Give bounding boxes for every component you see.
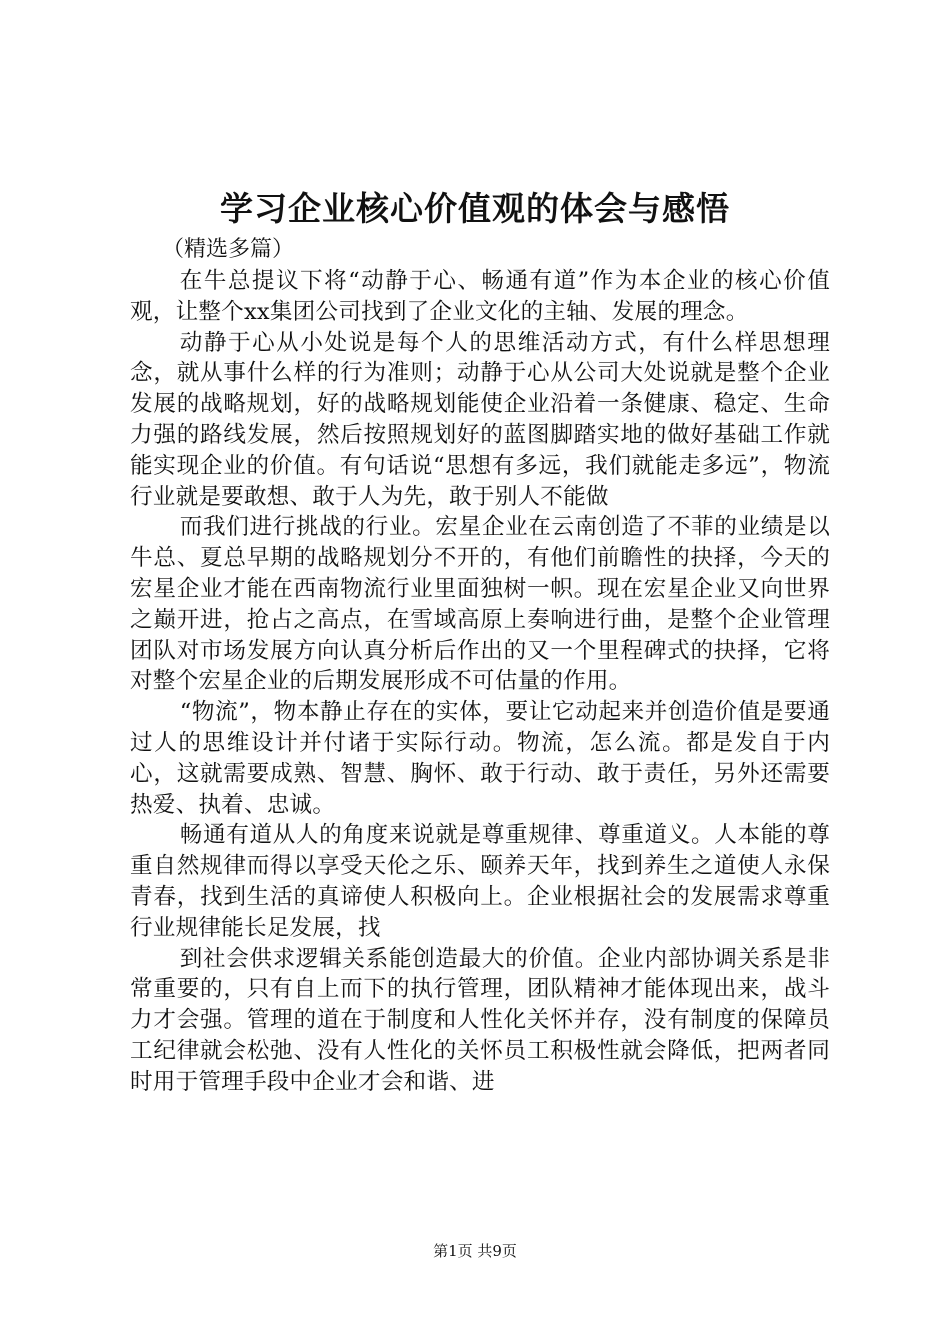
paragraph: 动静于心从小处说是每个人的思维活动方式，有什么样思想理念，就从事什么样的行为准则；动静于心从公司大处说就是整个企业发展的战略规划，好的战略规划能使企业沿着一条健康、稳定、生命力强的路线发展，然后按照规划好的蓝图脚踏实地的做好基础工作就能实现企业的价值。有句话说“思想有多远，我们就能走多远”，物流行业就是要敢想、敢于人为先，敢于别人不能做 <box>130 329 830 510</box>
subtitle: （精选多篇） <box>162 237 295 262</box>
paragraph: 到社会供求逻辑关系能创造最大的价值。企业内部协调关系是非常重要的，只有自上而下的执行管理，团队精神才能体现出来，战斗力才会强。管理的道在于制度和人性化关怀并存，没有制度的保障员工纪律就会松弛、没有人性化的关怀员工积极性就会降低，把两者同时用于管理手段中企业才会和谐、进 <box>130 945 830 1095</box>
paragraph: 畅通有道从人的角度来说就是尊重规律、尊重道义。人本能的尊重自然规律而得以享受天伦之乐、颐养天年，找到养生之道使人永保青春，找到生活的真谛使人积极向上。企业根据社会的发展需求尊重行业规律能长足发展，找 <box>130 822 830 941</box>
page-title: 学习企业核心价值观的体会与感悟 <box>220 189 730 228</box>
paragraph: “物流”，物本静止存在的实体，要让它动起来并创造价值是要通过人的思维设计并付诸于实际行动。物流，怎么流。都是发自于内心，这就需要成熟、智慧、胸怀、敢于行动、敢于责任，另外还需要热爱、执着、忠诚。 <box>130 699 830 818</box>
body-text <box>130 266 830 1098</box>
paragraph: 在牛总提议下将“动静于心、畅通有道”作为本企业的核心价值观，让整个xx集团公司找到了企业文化的主轴、发展的理念。 <box>130 268 830 325</box>
page-footer: 第1页 共9页 <box>433 1242 517 1260</box>
paragraph: 而我们进行挑战的行业。宏星企业在云南创造了不菲的业绩是以牛总、夏总早期的战略规划分不开的，有他们前瞻性的抉择，今天的宏星企业才能在西南物流行业里面独树一帜。现在宏星企业又向世界之巅开进，抢占之高点，在雪域高原上奏响进行曲，是整个企业管理团队对市场发展方向认真分析后作出的又一个里程碑式的抉择，它将对整个宏星企业的后期发展形成不可估量的作用。 <box>130 514 830 695</box>
